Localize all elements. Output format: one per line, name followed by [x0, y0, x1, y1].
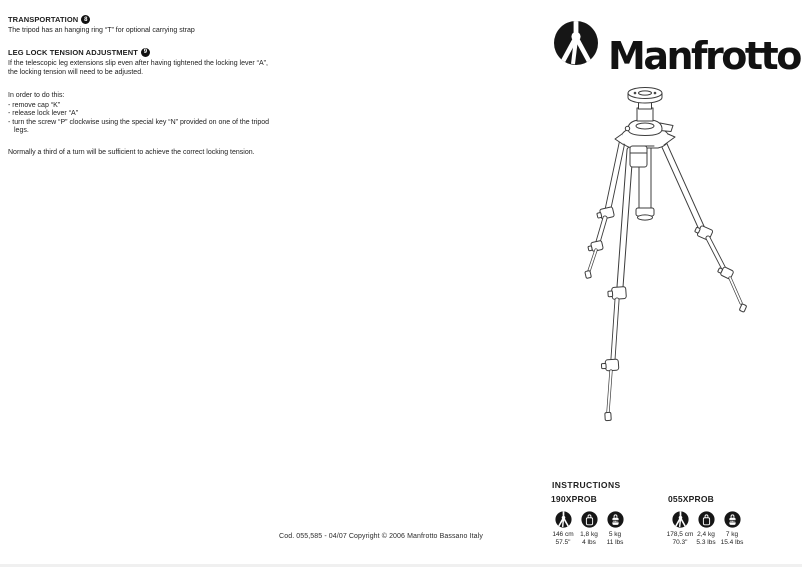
- model-name: 190XPROB: [551, 494, 598, 504]
- spec-metric: 5 kg: [608, 531, 622, 538]
- spec-max-height: [667, 511, 693, 546]
- procedure-note: Normally a third of a turn will be sufficient to achieve the correct locking tension.: [8, 149, 255, 157]
- max-load-icon: [607, 511, 624, 528]
- tripod-illustration: [550, 82, 790, 442]
- copyright-line: Cod. 055,585 - 04/07 Copyright © 2006 Manfrotto Bassano Italy: [279, 533, 483, 540]
- instructions-title: INSTRUCTIONS: [552, 480, 621, 490]
- spec-weight: [693, 511, 719, 546]
- svg-text:MAX: MAX: [612, 520, 618, 523]
- brand-wordmark: Manfrotto: [608, 34, 800, 78]
- procedure-step: - turn the screw “P” clockwise using the special key “N” provided on one of the tripod: [8, 118, 270, 126]
- spec-weight: [576, 511, 602, 546]
- spec-metric: 1,8 kg: [580, 531, 598, 538]
- spec-imperial: 57.5": [555, 539, 571, 546]
- procedure-intro: In order to do this:: [8, 91, 65, 99]
- spec-imperial: 11 lbs: [606, 539, 624, 546]
- procedure-step: - remove cap “K”: [8, 102, 61, 109]
- spec-imperial: 4 lbs: [582, 539, 596, 546]
- section-heading-text: LEG LOCK TENSION ADJUSTMENT: [8, 47, 138, 57]
- step-number-badge-8: 8: [81, 15, 90, 24]
- leg-lock-body-line-1: If the telescopic leg extensions slip even after having tightened the locking lever “A”,: [8, 59, 268, 67]
- section-heading-leg-lock: [8, 48, 294, 57]
- model-name: 055XPROB: [668, 494, 715, 504]
- spec-max-load: [602, 511, 628, 546]
- spec-max-height: [550, 511, 576, 546]
- step-number-badge-9: 9: [141, 48, 150, 57]
- spec-max-load: [719, 511, 745, 546]
- procedure-steps: [8, 102, 294, 135]
- spec-imperial: 70.3": [672, 539, 688, 546]
- max-height-icon: [555, 511, 572, 528]
- spec-metric: 178,5 cm: [666, 531, 694, 538]
- spec-imperial: 5.3 lbs: [696, 539, 716, 546]
- spec-metric: 7 kg: [725, 531, 739, 538]
- leg-lock-body-line-2: the locking tension will need to be adjusted.: [8, 69, 144, 76]
- transportation-body: The tripod has an hanging ring “T” for optional carrying strap: [8, 27, 195, 34]
- section-heading-transportation: [8, 15, 294, 24]
- spec-imperial: 15.4 lbs: [720, 539, 744, 546]
- left-text-column: [8, 15, 294, 158]
- procedure-step-continuation: legs.: [14, 126, 29, 134]
- spec-metric: 146 cm: [552, 531, 574, 538]
- spec-row: [550, 511, 628, 546]
- manfrotto-logo-icon: [553, 20, 599, 66]
- svg-text:MAX: MAX: [729, 520, 735, 523]
- weight-icon: [581, 511, 598, 528]
- spec-row: [667, 511, 745, 546]
- procedure-step: - release lock lever “A”: [8, 110, 79, 118]
- section-heading-text: TRANSPORTATION: [8, 15, 79, 24]
- spec-metric: 2,4 kg: [697, 531, 715, 538]
- instructions-panel: [548, 477, 802, 557]
- max-height-icon: [672, 511, 689, 528]
- max-load-icon: [724, 511, 741, 528]
- weight-icon: [698, 511, 715, 528]
- tripod-drawing-svg: [550, 82, 790, 442]
